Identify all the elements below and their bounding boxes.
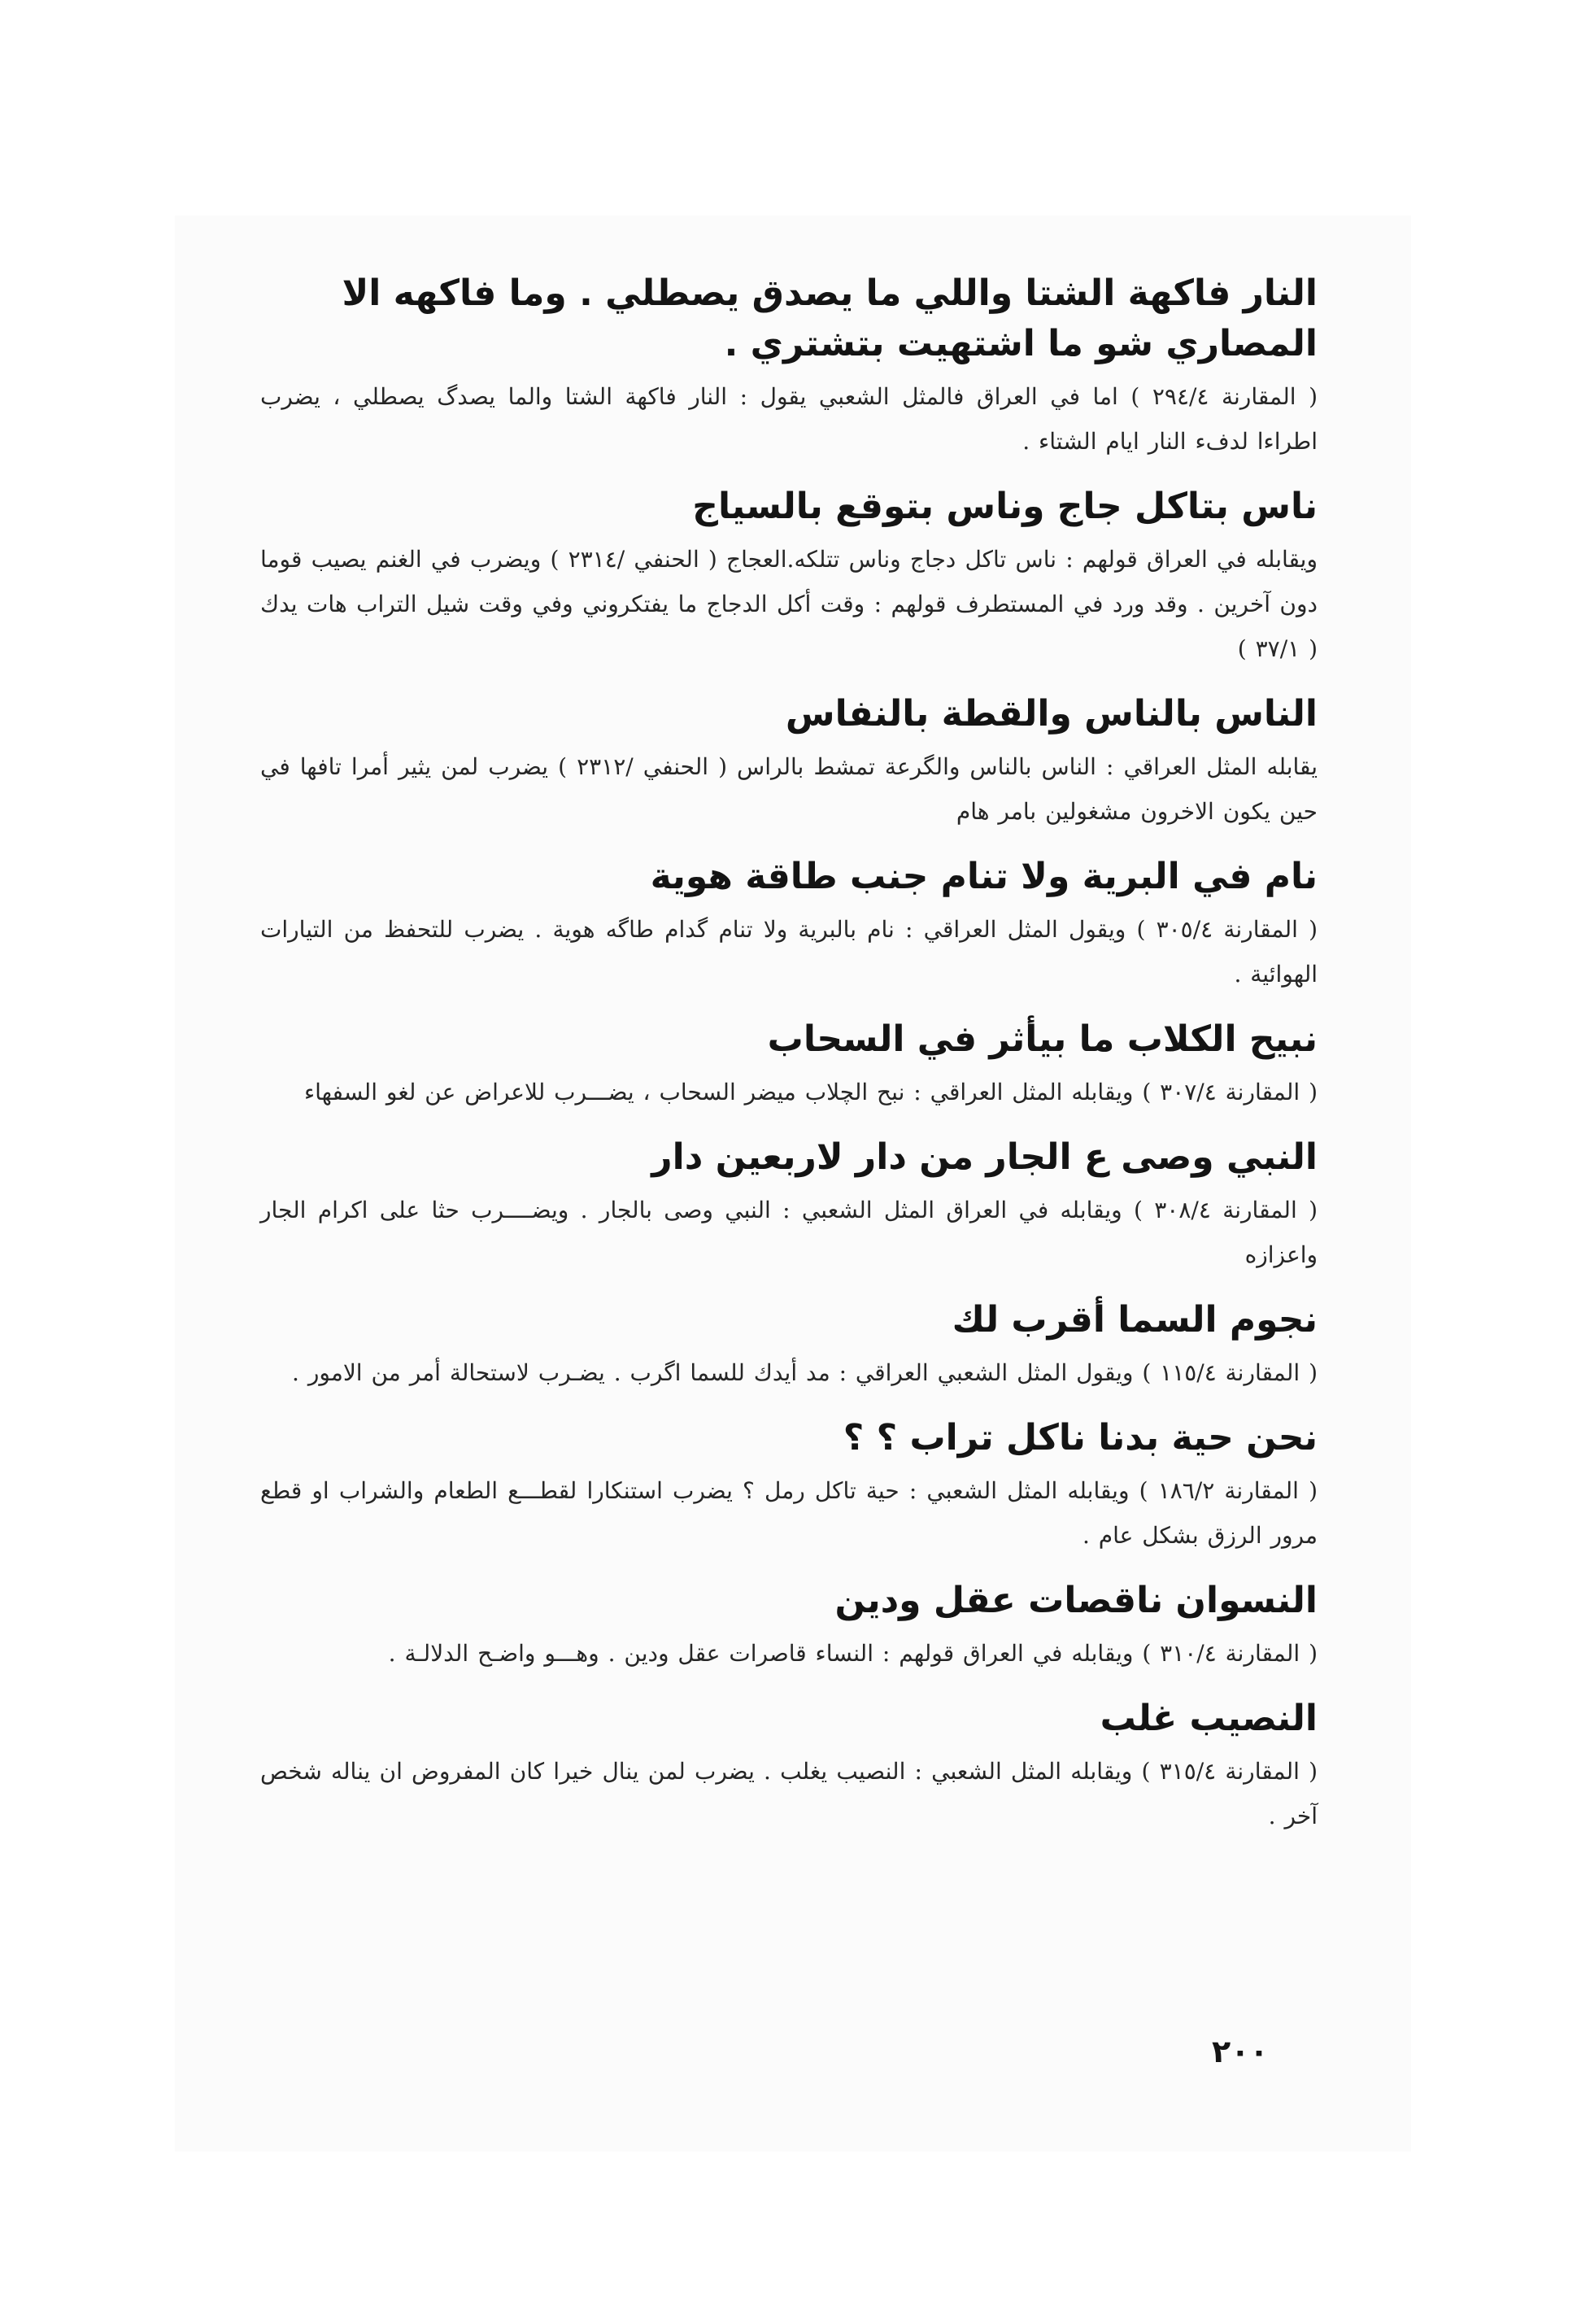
entry-headword: النبي وصى ع الجار من دار لاربعين دار — [651, 1136, 1318, 1178]
page-body — [260, 268, 1318, 1838]
entry-headword: النصيب غلب — [1100, 1698, 1318, 1739]
entry-headword: النار فاكهة الشتا واللي ما يصدق يصطلي . وما فاكهه الا المصاري شو ما اشتهيت بتشتري . — [342, 273, 1318, 364]
entry-headword: ناس بتاكل جاج وناس بتوقع بالسياج — [692, 486, 1318, 527]
entry-headword: نبيح الكلاب ما بيأثر في السحاب — [767, 1018, 1318, 1060]
entry-5 — [260, 1014, 1318, 1114]
entry-gloss: ( المقارنة ٣١٠/٤ ) ويقابله في العراق قولهم : النساء قاصرات عقل ودين . وهـــو واضـح الدلالـة . — [388, 1640, 1318, 1667]
page-number: ٢٠٠ — [1212, 2034, 1269, 2069]
entry-headword: نحن حية بدنا ناكل تراب ؟ ؟ — [843, 1417, 1318, 1458]
entry-gloss: ( المقارنة ٣٠٥/٤ ) ويقول المثل العراقي : نام بالبرية ولا تنام گدام طاگه هوية . يضرب للتحفظ من التيارات الهوائية . — [260, 916, 1318, 988]
entry-9 — [260, 1576, 1318, 1676]
entry-gloss: ( المقارنة ٣٠٧/٤ ) ويقابله المثل العراقي : نبح الچلاب ميضر السحاب ، يضـــرب للاعراض عن لغو السفهاء — [303, 1079, 1318, 1105]
entry-2 — [260, 482, 1318, 671]
entry-headword: نجوم السما أقرب لك — [952, 1299, 1318, 1341]
entry-gloss: ( المقارنة ١٨٦/٢ ) ويقابله المثل الشعبي : حية تاكل رمل ؟ يضرب استنكارا لقطـــع الطعام والشراب او قطع مرور الرزق بشكل عام . — [260, 1477, 1318, 1549]
entry-3 — [260, 689, 1318, 834]
entry-gloss: ( المقارنة ٣٠٨/٤ ) ويقابله في العراق المثل الشعبي : النبي وصى بالجار . ويضــــرب حثا على اكرام الجار واعزازه — [260, 1197, 1318, 1268]
entry-gloss: ( المقارنة ٢٩٤/٤ ) اما في العراق فالمثل الشعبي يقول : النار فاكهة الشتا والما يصدگ يصطلي ، يضرب اطراءا لدفء النار ايام الشتاء . — [260, 383, 1318, 455]
entry-10 — [260, 1694, 1318, 1838]
entry-gloss: ويقابله في العراق قولهم : ناس تاكل دجاج وناس تتلكه.العجاج ( الحنفي /٢٣١٤ ) ويضرب في الغنم يصيب قوما دون آخرين . وقد ورد في المستطرف قولهم : وقت أكل الدجاج ما يفتكروني وفي وقت شيل التراب هات يدك ( ٣٧/١ ) — [260, 546, 1318, 662]
entry-gloss: ( المقارنة ١١٥/٤ ) ويقول المثل الشعبي العراقي : مد أيدك للسما اگرب . يضـرب لاستحالة أمر من الامور . — [292, 1359, 1318, 1386]
entry-gloss: ( المقارنة ٣١٥/٤ ) ويقابله المثل الشعبي : النصيب يغلب . يضرب لمن ينال خيرا كان المفروض ان يناله شخص آخر . — [260, 1758, 1318, 1829]
entry-gloss: يقابله المثل العراقي : الناس بالناس والگرعة تمشط بالراس ( الحنفي /٢٣١٢ ) يضرب لمن يثير أمرا تافها في حين يكون الاخرون مشغولين بامر هام — [260, 753, 1318, 825]
entry-headword: الناس بالناس والقطة بالنفاس — [785, 693, 1318, 735]
entry-7 — [260, 1295, 1318, 1395]
entry-8 — [260, 1413, 1318, 1558]
entry-headword: نام في البرية ولا تنام جنب طاقة هوية — [650, 856, 1318, 897]
entry-6 — [260, 1132, 1318, 1277]
entry-1 — [260, 268, 1318, 464]
entry-4 — [260, 852, 1318, 996]
entry-headword: النسوان ناقصات عقل ودين — [834, 1580, 1318, 1621]
